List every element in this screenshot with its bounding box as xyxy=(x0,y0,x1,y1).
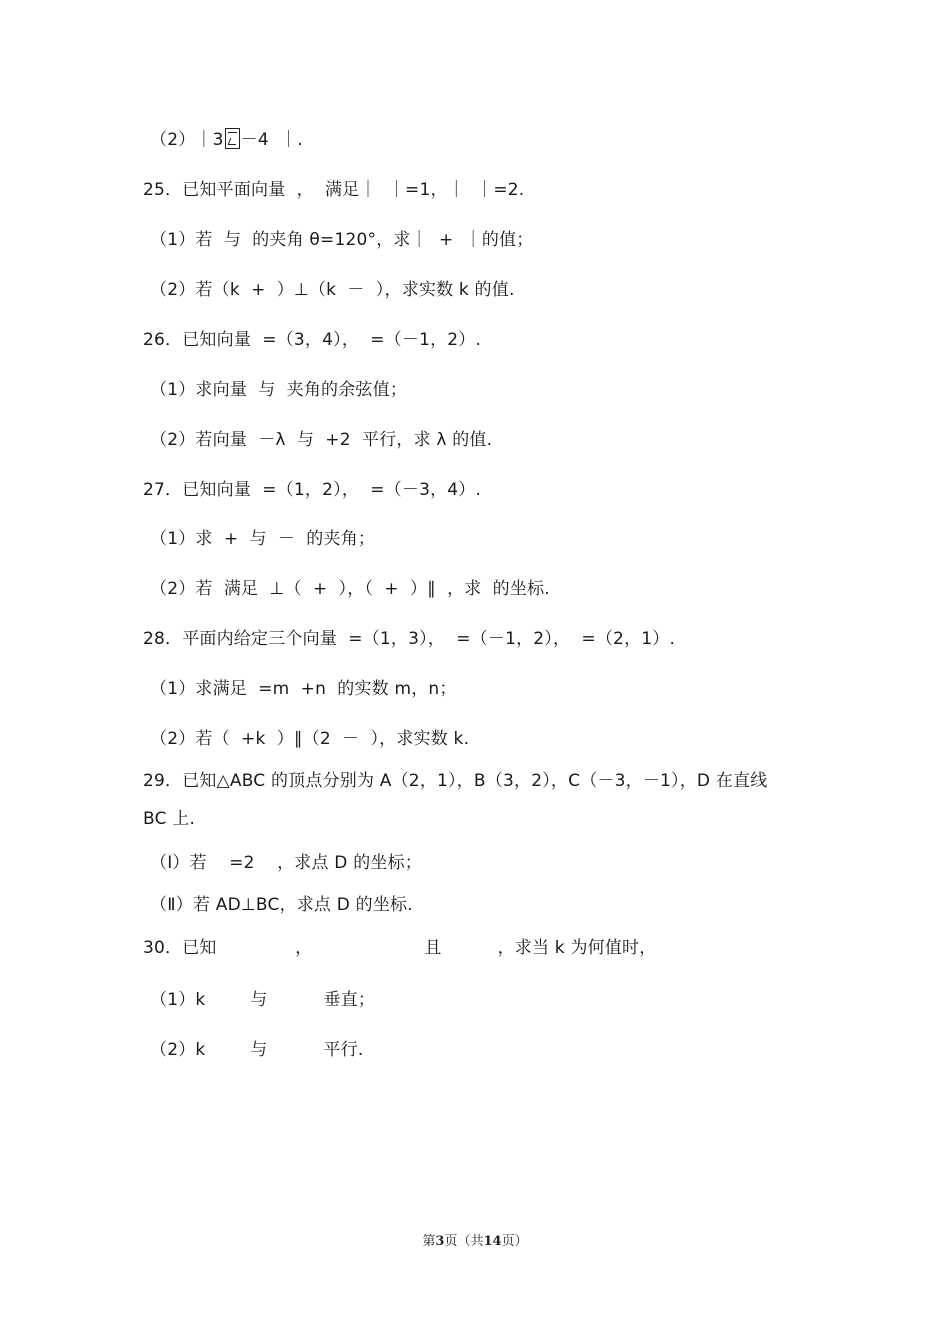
problem-30-part-1: （1）k 与 垂直； xyxy=(150,990,376,1010)
page-footer xyxy=(0,1230,950,1249)
problem-28-part-1: （1）求满足 =m +n 的实数 m，n； xyxy=(150,679,457,699)
problem-26-part-2: （2）若向量 －λ 与 +2 平行，求 λ 的值. xyxy=(150,430,493,450)
problem-26-part-1: （1）求向量 与 夹角的余弦值； xyxy=(150,380,408,400)
problem-29-stem-continued: BC 上. xyxy=(143,809,196,829)
problem-26-stem: 26．已知向量 =（3，4）， =（－1，2）. xyxy=(143,330,482,350)
problem-27-part-2: （2）若 满足 ⊥（ + ），（ + ）∥ ，求 的坐标. xyxy=(150,579,550,599)
problem-25-part-1: （1）若 与 的夹角 θ=120°，求｜ + ｜的值； xyxy=(150,230,534,250)
footer-prefix: 第 xyxy=(422,1234,436,1249)
problem-25-stem: 25．已知平面向量 ， 满足｜ ｜=1，｜ ｜=2. xyxy=(143,180,525,200)
problem-28-part-2: （2）若（ +k ）∥（2 － ），求实数 k. xyxy=(150,729,470,749)
problem-24-part-2-tail: －4 ｜. xyxy=(240,130,303,150)
problem-27-stem: 27．已知向量 =（1，2）， =（－3，4）. xyxy=(143,480,482,500)
footer-page-number: 3 xyxy=(435,1234,445,1249)
problem-24-part-2 xyxy=(150,128,303,152)
footer-suffix: 页） xyxy=(501,1234,528,1249)
problem-25-part-2: （2）若（k + ）⊥（k － ），求实数 k 的值. xyxy=(150,280,515,300)
problem-24-part-2-lead: （2）｜3 xyxy=(150,130,224,150)
problem-27-part-1: （1）求 + 与 － 的夹角； xyxy=(150,529,376,549)
missing-vector-glyph-icon xyxy=(225,128,240,149)
problem-28-stem: 28．平面内给定三个向量 =（1，3）， =（－1，2）， =（2，1）. xyxy=(143,629,676,649)
footer-middle: 页（共 xyxy=(444,1234,484,1249)
footer-total-pages: 14 xyxy=(483,1234,502,1249)
problem-29-part-2: （Ⅱ）若 AD⊥BC，求点 D 的坐标. xyxy=(150,895,413,915)
problem-30-stem: 30．已知 ， 且 ，求当 k 为何值时， xyxy=(143,938,657,958)
problem-29-stem: 29．已知△ABC 的顶点分别为 A（2，1），B（3，2），C（－3，－1），D 在直线 xyxy=(143,771,768,791)
problem-30-part-2: （2）k 与 平行. xyxy=(150,1040,364,1060)
problem-29-part-1: （Ⅰ）若 =2 ，求点 D 的坐标； xyxy=(150,853,423,873)
